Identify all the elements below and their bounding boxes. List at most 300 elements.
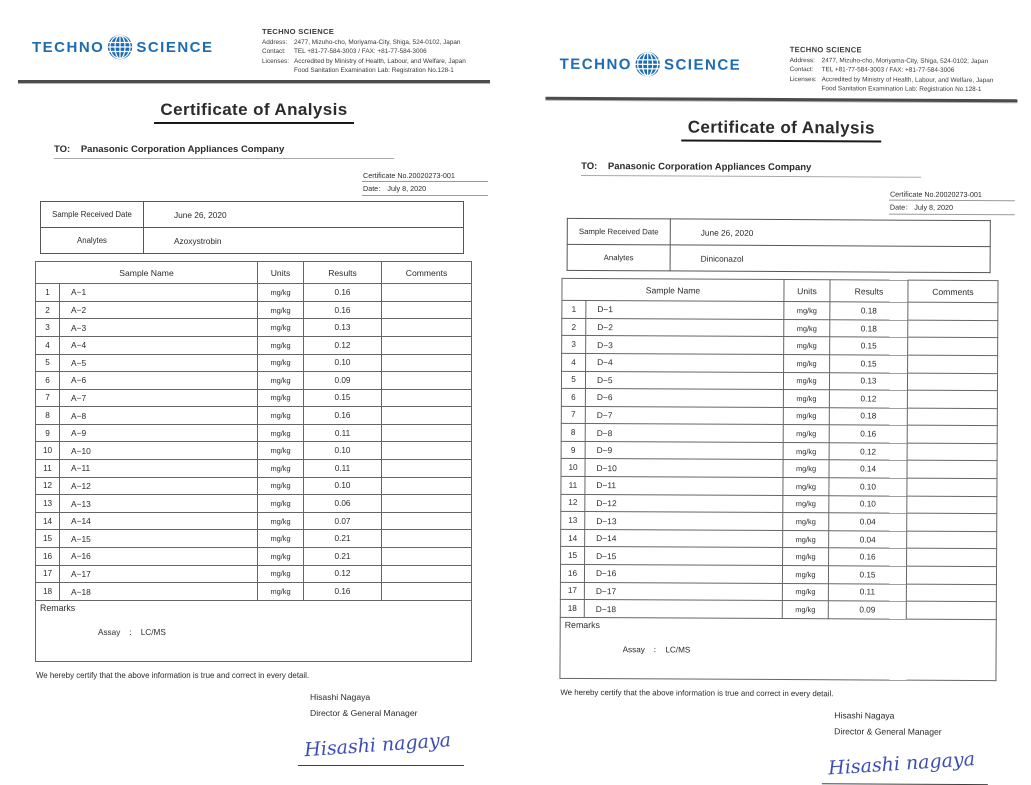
table-row (561, 476, 997, 496)
units-cell: mg/kg (783, 460, 829, 478)
analytes-value: Azoxystrobin (144, 228, 464, 254)
results-cell: 0.10 (829, 495, 907, 513)
table-row (562, 300, 998, 320)
certify-statement: We hereby certify that the above information is true and correct in every detail. (36, 671, 500, 680)
licenses-value-2: Food Sanitation Examination Lab: Registration No.128-1 (294, 66, 486, 75)
techno-science-logo (32, 34, 214, 60)
row-number: 11 (36, 460, 60, 478)
results-cell: 0.10 (304, 442, 382, 460)
table-row (36, 284, 472, 302)
results-cell: 0.11 (304, 424, 382, 442)
sample-name-cell: A−15 (60, 530, 258, 548)
table-row (561, 512, 997, 532)
table-row (562, 336, 998, 356)
results-cell: 0.15 (304, 389, 382, 407)
company-contact-line (262, 47, 486, 56)
comments-cell (382, 407, 472, 425)
units-cell: mg/kg (784, 319, 830, 337)
comments-cell (382, 583, 472, 601)
company-info-block (790, 44, 1014, 94)
sample-name-cell: D−18 (584, 600, 782, 619)
table-row (561, 459, 997, 479)
units-cell: mg/kg (783, 495, 829, 513)
results-cell: 0.10 (304, 354, 382, 372)
results-cell: 0.04 (829, 531, 907, 549)
sample-name-cell: A−6 (60, 372, 258, 390)
licenses-value-1: Accredited by Ministry of Health, Labour, and Welfare, Japan (822, 75, 994, 85)
header-units: Units (258, 262, 304, 284)
row-number: 4 (562, 353, 586, 371)
results-cell: 0.15 (828, 566, 906, 584)
comments-cell (907, 443, 997, 461)
sample-name-cell: D−16 (584, 565, 782, 584)
certificate-number: Certificate No.20020273-001 (362, 169, 488, 182)
header-results: Results (304, 262, 382, 284)
units-cell: mg/kg (783, 372, 829, 390)
sample-name-cell: D−9 (585, 441, 783, 460)
sample-name-cell: D−5 (585, 371, 783, 390)
logo-text-science: SCIENCE (664, 56, 741, 73)
results-cell: 0.16 (304, 583, 382, 601)
table-row (36, 512, 472, 530)
company-name: TECHNO SCIENCE (790, 44, 1014, 56)
comments-cell (907, 478, 997, 496)
certificate-date: Date： July 8, 2020 (362, 182, 488, 196)
certificate-number: Certificate No.20020273-001 (889, 188, 1015, 202)
sample-name-cell: A−11 (60, 460, 258, 478)
results-cell: 0.04 (829, 513, 907, 531)
results-cell: 0.16 (304, 284, 382, 302)
page-header (536, 23, 1028, 95)
to-label: TO: (54, 144, 70, 155)
units-cell: mg/kg (258, 442, 304, 460)
page-title: Certificate of Analysis (682, 118, 881, 143)
units-cell: mg/kg (783, 548, 829, 566)
units-cell: mg/kg (258, 512, 304, 530)
sample-name-cell: D−10 (585, 459, 783, 478)
to-value: Panasonic Corporation Appliances Company (608, 161, 811, 173)
table-row (36, 301, 472, 319)
table-row (36, 495, 472, 513)
comments-cell (907, 408, 997, 426)
results-cell: 0.12 (829, 390, 907, 408)
units-cell: mg/kg (258, 530, 304, 548)
remarks-label: Remarks (40, 603, 471, 613)
sample-name-cell: D−12 (585, 494, 783, 513)
row-number: 1 (36, 284, 60, 302)
units-cell: mg/kg (258, 583, 304, 601)
sample-name-cell: A−18 (60, 583, 258, 601)
results-cell: 0.21 (304, 530, 382, 548)
comments-cell (382, 477, 472, 495)
results-cell: 0.06 (304, 495, 382, 513)
results-table (35, 261, 472, 662)
remarks-row (560, 617, 996, 680)
remarks-cell (560, 617, 996, 680)
signer-block (310, 690, 500, 722)
comments-cell (907, 461, 997, 479)
sample-name-cell: D−4 (586, 353, 784, 372)
recipient-line (54, 144, 394, 159)
sample-name-cell: A−14 (60, 512, 258, 530)
licenses-label: Licenses: (790, 75, 822, 84)
company-name: TECHNO SCIENCE (262, 26, 486, 37)
header-rule (545, 97, 1017, 102)
results-cell: 0.13 (829, 372, 907, 390)
header-comments: Comments (908, 280, 998, 302)
signer-title: Director & General Manager (834, 724, 1024, 741)
sample-name-cell: A−4 (60, 336, 258, 354)
company-info-block (262, 26, 486, 75)
analytes-label: Analytes (567, 245, 670, 272)
results-cell: 0.15 (830, 337, 908, 355)
comments-cell (382, 336, 472, 354)
table-row (36, 583, 472, 601)
comments-cell (906, 566, 996, 584)
row-number: 17 (36, 565, 60, 583)
comments-cell (906, 584, 996, 602)
results-cell: 0.13 (304, 319, 382, 337)
row-number: 6 (561, 388, 585, 406)
signature-handwriting-icon (298, 726, 462, 760)
sample-name-cell: A−5 (60, 354, 258, 372)
comments-cell (382, 424, 472, 442)
logo-text-science: SCIENCE (136, 39, 213, 56)
comments-cell (907, 513, 997, 531)
techno-science-logo (560, 51, 742, 78)
results-cell: 0.21 (304, 548, 382, 566)
row-number: 13 (561, 512, 585, 530)
units-cell: mg/kg (258, 372, 304, 390)
row-number: 14 (561, 529, 585, 547)
row-number: 18 (560, 600, 584, 618)
results-cell: 0.16 (304, 301, 382, 319)
sample-name-cell: A−17 (60, 565, 258, 583)
units-cell: mg/kg (783, 478, 829, 496)
row-number: 7 (36, 389, 60, 407)
comments-cell (382, 548, 472, 566)
sample-name-cell: A−7 (60, 389, 258, 407)
units-cell: mg/kg (258, 354, 304, 372)
results-cell: 0.16 (829, 425, 907, 443)
certificate-meta (362, 169, 488, 196)
row-number: 2 (562, 318, 586, 336)
results-cell: 0.11 (828, 583, 906, 601)
address-label: Address: (790, 56, 822, 65)
certificate-meta (889, 188, 1015, 216)
table-row (36, 407, 472, 425)
licenses-value-2: Food Sanitation Examination Lab: Registration No.128-1 (822, 84, 1014, 94)
company-licenses-line (262, 57, 486, 66)
results-cell: 0.16 (304, 407, 382, 425)
address-value: 2477, Mizuho-cho, Moriyama-City, Shiga, 524-0102, Japan (822, 56, 989, 66)
comments-cell (382, 319, 472, 337)
comments-cell (382, 565, 472, 583)
analytes-value: Diniconazol (670, 245, 990, 273)
row-number: 16 (560, 564, 584, 582)
page-header (8, 6, 500, 75)
units-cell: mg/kg (782, 583, 828, 601)
results-cell: 0.10 (304, 477, 382, 495)
sample-name-cell: D−6 (585, 389, 783, 408)
table-row (36, 424, 472, 442)
units-cell: mg/kg (783, 513, 829, 531)
table-row (561, 529, 997, 549)
results-header-row (36, 262, 472, 284)
table-row (560, 582, 996, 602)
comments-cell (382, 354, 472, 372)
sample-name-cell: D−13 (585, 512, 783, 531)
units-cell: mg/kg (258, 460, 304, 478)
remarks-cell (36, 600, 472, 661)
table-row (561, 406, 997, 426)
globe-icon (107, 34, 133, 60)
results-cell: 0.10 (829, 478, 907, 496)
comments-cell (382, 284, 472, 302)
comments-cell (908, 320, 998, 338)
signature-text: Hisashi nagaya (827, 748, 976, 779)
assay-line: Assay ： LC/MS (623, 644, 996, 657)
to-value: Panasonic Corporation Appliances Company (81, 144, 284, 155)
table-row (36, 477, 472, 495)
sample-name-cell: A−13 (60, 495, 258, 513)
header-results: Results (830, 280, 908, 302)
sample-name-cell: D−7 (585, 406, 783, 425)
sample-name-cell: A−8 (60, 407, 258, 425)
address-label: Address: (262, 38, 294, 47)
comments-cell (382, 495, 472, 513)
sample-name-cell: D−1 (586, 301, 784, 320)
address-value: 2477, Mizuho-cho, Moriyama-City, Shiga, 524-0102, Japan (294, 38, 460, 47)
header-rule (18, 80, 490, 83)
logo-text-techno: TECHNO (32, 39, 104, 56)
table-row (560, 564, 996, 584)
table-row (561, 441, 997, 461)
row-number: 15 (36, 530, 60, 548)
row-number: 9 (36, 424, 60, 442)
sample-name-cell: D−14 (585, 529, 783, 548)
row-number: 3 (36, 319, 60, 337)
table-row (561, 494, 997, 514)
results-cell: 0.11 (304, 460, 382, 478)
units-cell: mg/kg (783, 442, 829, 460)
results-cell: 0.12 (304, 565, 382, 583)
sample-name-cell: D−2 (586, 318, 784, 337)
analytes-label: Analytes (41, 228, 144, 254)
received-date-row (41, 202, 464, 228)
units-cell: mg/kg (258, 424, 304, 442)
results-cell: 0.18 (830, 302, 908, 320)
contact-value: TEL +81-77-584-3003 / FAX: +81-77-584-3006 (294, 47, 427, 56)
signer-block (834, 708, 1024, 741)
table-row (36, 548, 472, 566)
recipient-line (581, 161, 921, 178)
row-number: 5 (36, 354, 60, 372)
results-cell: 0.09 (304, 372, 382, 390)
row-number: 8 (36, 407, 60, 425)
row-number: 12 (36, 477, 60, 495)
table-row (561, 388, 997, 408)
units-cell: mg/kg (782, 566, 828, 584)
sample-name-cell: D−15 (585, 547, 783, 566)
table-row (560, 600, 996, 620)
certify-statement: We hereby certify that the above information is true and correct in every detail. (560, 688, 1024, 699)
results-cell: 0.09 (828, 601, 906, 619)
results-header-row (562, 278, 998, 302)
sample-name-cell: A−12 (60, 477, 258, 495)
received-date-row (567, 219, 990, 247)
header-comments: Comments (382, 262, 472, 284)
row-number: 15 (561, 547, 585, 565)
sample-name-cell: A−10 (60, 442, 258, 460)
remarks-row (36, 600, 472, 661)
comments-cell (382, 442, 472, 460)
comments-cell (907, 549, 997, 567)
signer-name: Hisashi Nagaya (310, 690, 500, 706)
signature-handwriting-icon (822, 744, 986, 779)
row-number: 1 (562, 300, 586, 318)
row-number: 13 (36, 495, 60, 513)
results-cell: 0.18 (830, 319, 908, 337)
units-cell: mg/kg (783, 390, 829, 408)
signature-text: Hisashi nagaya (303, 729, 452, 760)
analytes-row (41, 228, 464, 254)
contact-value: TEL +81-77-584-3003 / FAX: +81-77-584-3006 (822, 65, 955, 75)
table-row (561, 547, 997, 567)
results-cell: 0.18 (829, 407, 907, 425)
comments-cell (382, 301, 472, 319)
certificate-date: Date： July 8, 2020 (889, 201, 1015, 216)
sample-info-table (40, 201, 464, 254)
results-cell: 0.16 (829, 548, 907, 566)
comments-cell (907, 531, 997, 549)
comments-cell (908, 355, 998, 373)
sample-name-cell: D−11 (585, 477, 783, 496)
results-cell: 0.14 (829, 460, 907, 478)
table-row (36, 389, 472, 407)
row-number: 10 (561, 459, 585, 477)
results-table (559, 278, 998, 681)
units-cell: mg/kg (258, 284, 304, 302)
results-cell: 0.12 (829, 443, 907, 461)
signer-name: Hisashi Nagaya (834, 708, 1024, 725)
contact-label: Contact: (790, 65, 822, 74)
table-row (561, 424, 997, 444)
sample-name-cell: A−16 (60, 548, 258, 566)
row-number: 10 (36, 442, 60, 460)
comments-cell (382, 460, 472, 478)
units-cell: mg/kg (258, 319, 304, 337)
table-row (36, 530, 472, 548)
header-sample-name: Sample Name (36, 262, 258, 284)
units-cell: mg/kg (258, 407, 304, 425)
sample-name-cell: D−17 (584, 582, 782, 601)
units-cell: mg/kg (784, 354, 830, 372)
signer-title: Director & General Manager (310, 706, 500, 722)
row-number: 11 (561, 476, 585, 494)
table-row (36, 319, 472, 337)
certificate-page-1 (8, 6, 500, 720)
table-row (36, 354, 472, 372)
units-cell: mg/kg (783, 425, 829, 443)
units-cell: mg/kg (258, 477, 304, 495)
table-row (36, 460, 472, 478)
sample-name-cell: A−2 (60, 301, 258, 319)
units-cell: mg/kg (783, 407, 829, 425)
sample-info-table (567, 218, 991, 273)
units-cell: mg/kg (258, 389, 304, 407)
comments-cell (906, 601, 996, 619)
row-number: 8 (561, 424, 585, 442)
table-row (562, 353, 998, 373)
units-cell: mg/kg (784, 337, 830, 355)
units-cell: mg/kg (258, 565, 304, 583)
row-number: 17 (560, 582, 584, 600)
units-cell: mg/kg (258, 336, 304, 354)
table-row (36, 372, 472, 390)
row-number: 3 (562, 336, 586, 354)
table-row (561, 371, 997, 391)
row-number: 6 (36, 372, 60, 390)
units-cell: mg/kg (258, 495, 304, 513)
certificate-page-2 (532, 23, 1028, 740)
comments-cell (907, 390, 997, 408)
assay-line: Assay ： LC/MS (98, 627, 471, 638)
received-date-label: Sample Received Date (567, 219, 670, 246)
to-label: TO: (581, 161, 597, 172)
sample-name-cell: A−3 (60, 319, 258, 337)
company-address-line (262, 38, 486, 47)
comments-cell (907, 425, 997, 443)
comments-cell (907, 496, 997, 514)
table-row (36, 565, 472, 583)
analytes-row (567, 245, 990, 273)
units-cell: mg/kg (782, 601, 828, 619)
row-number: 9 (561, 441, 585, 459)
comments-cell (382, 372, 472, 390)
sample-name-cell: D−3 (586, 336, 784, 355)
received-date-value: June 26, 2020 (144, 202, 464, 228)
licenses-label: Licenses: (262, 57, 294, 66)
table-row (562, 318, 998, 338)
units-cell: mg/kg (784, 302, 830, 320)
table-row (36, 336, 472, 354)
contact-label: Contact: (262, 47, 294, 56)
units-cell: mg/kg (258, 301, 304, 319)
sample-name-cell: A−9 (60, 424, 258, 442)
page-title: Certificate of Analysis (154, 100, 353, 124)
row-number: 5 (561, 371, 585, 389)
received-date-value: June 26, 2020 (670, 219, 990, 247)
signature-area (822, 744, 988, 785)
table-row (36, 442, 472, 460)
globe-icon (635, 51, 661, 77)
results-cell: 0.07 (304, 512, 382, 530)
row-number: 18 (36, 583, 60, 601)
units-cell: mg/kg (783, 530, 829, 548)
comments-cell (382, 512, 472, 530)
row-number: 4 (36, 336, 60, 354)
row-number: 16 (36, 548, 60, 566)
logo-text-techno: TECHNO (560, 55, 632, 72)
comments-cell (908, 302, 998, 320)
header-sample-name: Sample Name (562, 278, 784, 301)
sample-name-cell: A−1 (60, 284, 258, 302)
units-cell: mg/kg (258, 548, 304, 566)
results-cell: 0.15 (830, 355, 908, 373)
row-number: 14 (36, 512, 60, 530)
comments-cell (382, 389, 472, 407)
